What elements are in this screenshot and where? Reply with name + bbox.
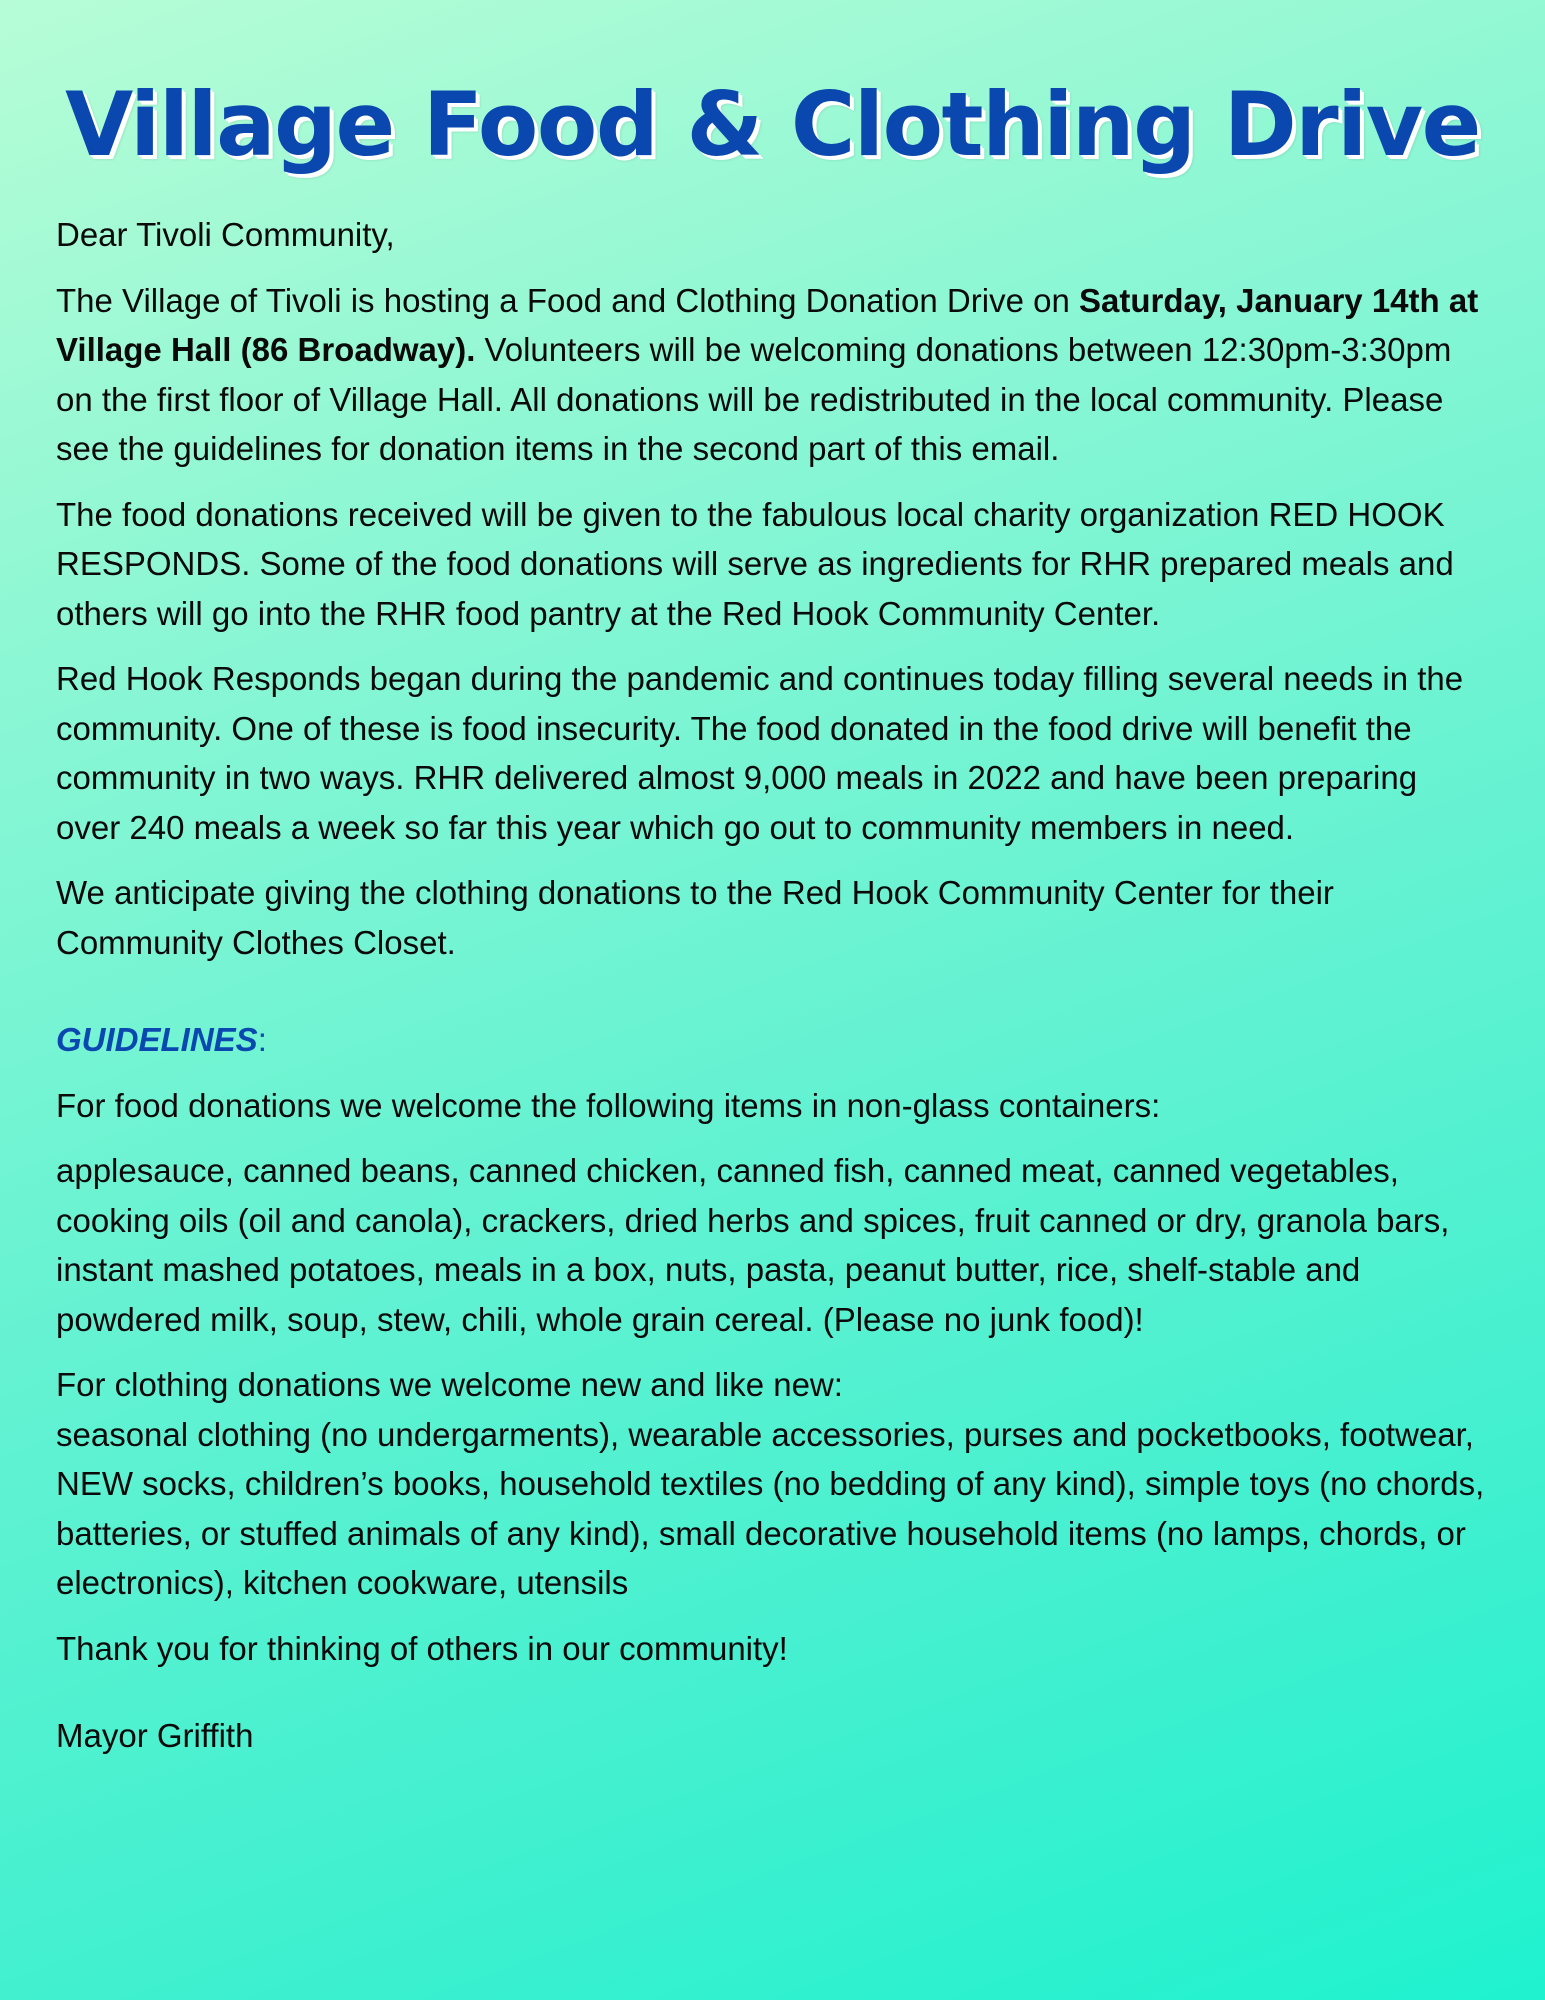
food-items-list: applesauce, canned beans, canned chicken, canned fish, canned meat, canned vegetables, cooking oils (oil and canola), crackers, dried herbs and spices, fruit canned or dry, granola bars, instant mashed potatoes, meals in a box, nuts, pasta, peanut butter, rice, shelf-stable and powdered milk, soup, stew, chili, whole grain cereal. (Please no junk food)! (56, 1152, 1450, 1338)
signature: Mayor Griffith (56, 1717, 254, 1754)
intro-paragraph (56, 276, 1489, 474)
thank-you-line: Thank you for thinking of others in our community! (56, 1629, 788, 1667)
clothing-guidelines-intro: For clothing donations we welcome new and like new: (56, 1366, 843, 1403)
page-title: Village Food & Clothing Drive (65, 73, 1480, 176)
intro-text-end: Volunteers will be welcoming donations between 12:30pm-3:30pm on the first floor of Village Hall. All donations will be redistributed in the local community. Please see the guidelines for donation items in the second part of this email. (56, 331, 1452, 467)
food-recipient-paragraph: The food donations received will be given to the fabulous local charity organization RED HOOK RESPONDS. Some of the food donations will serve as ingredients for RHR prepared meals and others will go into the RHR food pantry at the Red Hook Community Center. (56, 495, 1454, 632)
letter-body (56, 210, 1489, 1761)
food-guidelines-intro: For food donations we welcome the following items in non-glass containers: (56, 1086, 1161, 1124)
greeting: Dear Tivoli Community, (56, 216, 395, 253)
guidelines-heading (56, 1015, 1489, 1065)
clothing-items-list: seasonal clothing (no undergarments), wearable accessories, purses and pocketbooks, footwear, NEW socks, children’s books, household textiles (no bedding of any kind), simple toys (no chords, batteries, or stuffed animals of any kind), small decorative household items (no lamps, chords, or electronics), kitchen cookware, utensils (56, 1415, 1485, 1601)
guidelines-colon: : (257, 1021, 267, 1058)
event-date-location: Saturday, January 14th at Village Hall (86 Broadway). (56, 281, 1479, 368)
intro-text-start: The Village of Tivoli is hosting a Food and Clothing Donation Drive on (56, 281, 1079, 319)
guidelines-label: GUIDELINES (56, 1021, 258, 1058)
clothing-recipient-paragraph: We anticipate giving the clothing donations to the Red Hook Community Center for their Community Clothes Closet. (56, 874, 1334, 961)
rhr-history-paragraph: Red Hook Responds began during the pandemic and continues today filling several needs in the community. One of these is food insecurity. The food donated in the food drive will benefit the community in two ways. RHR delivered almost 9,000 meals in 2022 and have been preparing over 240 meals a week so far this year which go out to community members in need. (56, 660, 1464, 846)
clothing-guidelines (56, 1360, 1489, 1608)
